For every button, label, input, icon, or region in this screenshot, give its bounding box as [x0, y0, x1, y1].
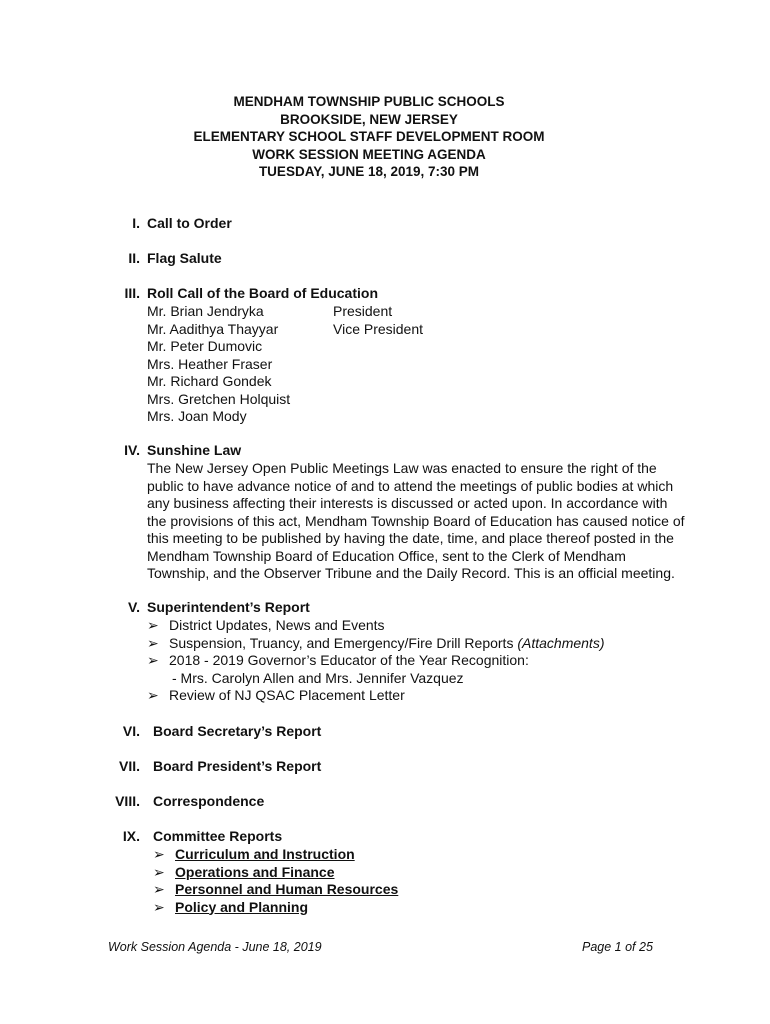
item-number: IV. [124, 442, 140, 458]
item-title: Correspondence [153, 793, 265, 809]
item-title: Flag Salute [147, 250, 222, 266]
arrow-bullet-icon: ➢ [153, 863, 165, 880]
sunshine-text-line: the provisions of this act, Mendham Township Board of Education has caused notice of [147, 512, 685, 529]
recognition-names: - Mrs. Carolyn Allen and Mrs. Jennifer Vazquez [172, 669, 464, 686]
item-title: Roll Call of the Board of Education [147, 285, 378, 301]
roll-call-role: President [333, 303, 393, 319]
bullet-text: 2018 - 2019 Governor’s Educator of the Year Recognition: [169, 652, 529, 668]
report-bullet [147, 687, 405, 705]
committee-item [153, 899, 308, 917]
roll-call-name: Mr. Aadithya Thayyar [147, 320, 279, 337]
header-room: ELEMENTARY SCHOOL STAFF DEVELOPMENT ROOM [193, 129, 545, 144]
item-title: Sunshine Law [147, 442, 242, 458]
arrow-bullet-icon: ➢ [153, 881, 165, 897]
arrow-bullet-icon: ➢ [153, 898, 165, 915]
document-header [0, 93, 738, 181]
sunshine-text-line: The New Jersey Open Public Meetings Law was enacted to ensure the right of the [147, 460, 657, 476]
arrow-bullet-icon: ➢ [147, 652, 159, 668]
footer-agenda-label: Work Session Agenda - June 18, 2019 [108, 940, 322, 954]
item-number: I. [132, 215, 140, 231]
sunshine-text-line: public to have advance notice of and to attend the meetings of public bodies at which [147, 477, 674, 494]
roll-call-name: Mrs. Joan Mody [147, 408, 247, 424]
item-number: VI. [122, 723, 140, 739]
committee-item [153, 881, 398, 899]
bullet-text: District Updates, News and Events [169, 617, 385, 633]
sunshine-text-line: this meeting to be published by having the date, time, and place thereof posted in the [147, 530, 674, 546]
sunshine-text-line: Mendham Township Board of Education Office, sent to the Clerk of Mendham [147, 547, 626, 564]
roll-call-name: Mr. Richard Gondek [147, 373, 272, 389]
arrow-bullet-icon: ➢ [147, 687, 159, 703]
roll-call-name: Mrs. Heather Fraser [147, 355, 273, 372]
header-agenda-title: WORK SESSION MEETING AGENDA [252, 146, 486, 162]
item-number: II. [128, 250, 140, 266]
arrow-bullet-icon: ➢ [147, 634, 159, 651]
committee-link-personnel[interactable]: Personnel and Human Resources [175, 881, 399, 897]
item-title: Call to Order [147, 215, 232, 231]
committee-link-operations[interactable]: Operations and Finance [175, 863, 335, 880]
committee-link-curriculum[interactable]: Curriculum and Instruction [175, 846, 355, 862]
footer-page-number: Page 1 of 25 [582, 940, 653, 954]
item-number: VIII. [115, 793, 140, 809]
item-number: VII. [118, 758, 140, 774]
item-number: IX. [122, 828, 140, 844]
sunshine-text-line: any business affecting their interests is discussed or acted upon. In accordance with [147, 495, 668, 511]
committee-link-policy[interactable]: Policy and Planning [175, 898, 309, 915]
item-number: III. [124, 285, 140, 301]
item-title: Board President’s Report [153, 758, 322, 774]
roll-call-name: Mrs. Gretchen Holquist [147, 390, 291, 407]
header-date: TUESDAY, JUNE 18, 2019, 7:30 PM [258, 164, 480, 179]
item-title: Committee Reports [153, 828, 283, 844]
item-title: Superintendent’s Report [147, 599, 310, 615]
attachments-note: (Attachments) [517, 634, 605, 651]
arrow-bullet-icon: ➢ [147, 617, 159, 633]
bullet-text: Suspension, Truancy, and Emergency/Fire Drill Reports [169, 634, 518, 651]
header-location: BROOKSIDE, NEW JERSEY [280, 111, 458, 127]
report-bullet [147, 635, 604, 653]
roll-call-name: Mr. Brian Jendryka [147, 303, 264, 319]
item-number: V. [128, 599, 140, 615]
arrow-bullet-icon: ➢ [153, 846, 165, 862]
bullet-text: Review of NJ QSAC Placement Letter [169, 687, 405, 703]
header-district: MENDHAM TOWNSHIP PUBLIC SCHOOLS [233, 94, 505, 109]
report-bullet [147, 652, 529, 670]
committee-item [153, 846, 355, 864]
roll-call-name: Mr. Peter Dumovic [147, 338, 263, 354]
roll-call-role: Vice President [333, 320, 424, 337]
item-title: Board Secretary’s Report [153, 723, 322, 739]
sunshine-text-line: Township, and the Observer Tribune and the Daily Record. This is an official meeting. [147, 565, 675, 581]
report-bullet [147, 617, 385, 635]
committee-item [153, 864, 334, 882]
